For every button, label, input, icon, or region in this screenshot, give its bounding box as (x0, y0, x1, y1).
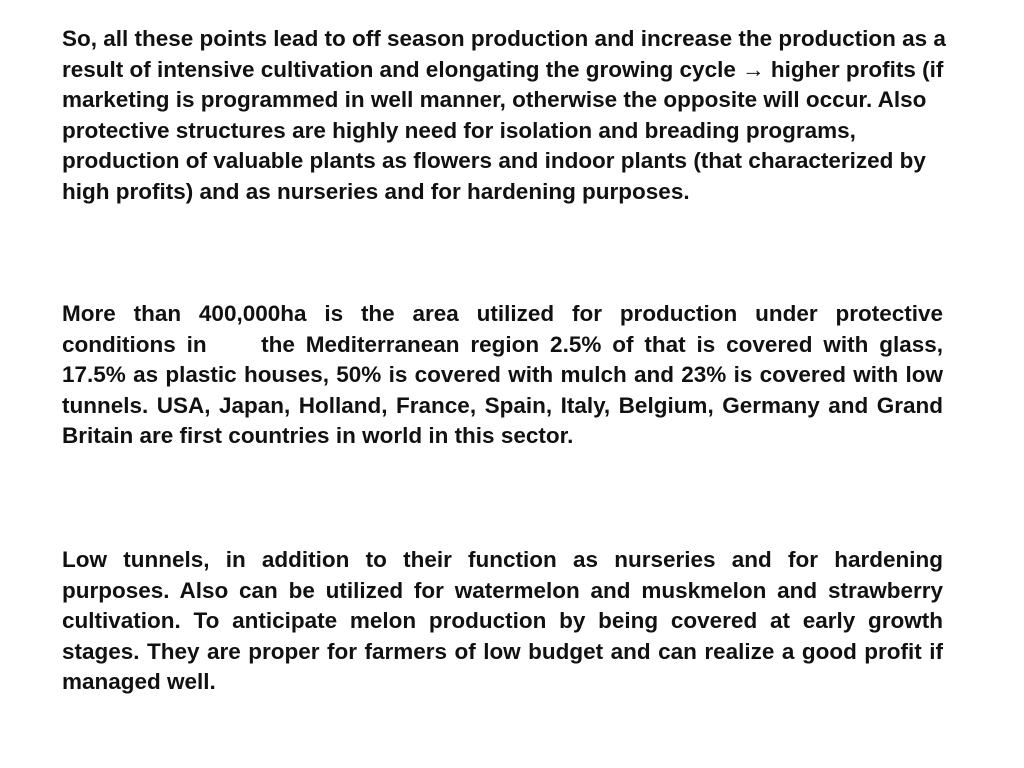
paragraph-protected-area-statistics: More than 400,000ha is the area utilized for production under protective conditions in the Mediterranean region 2.5% of that is covered with glass, 17.5% as plastic houses, 50% is covered with mulch and 23% is covered with low tunnels. USA, Japan, Holland, France, Spain, Italy, Belgium, Germany and Grand Britain are first countries in world in this sector. (62, 301, 943, 449)
paragraph-low-tunnels: Low tunnels, in addition to their function as nurseries and for hardening purposes. Also can be utilized for watermelon and muskmelon and strawberry cultivation. To anticipate melon production by being covered at early growth stages. They are proper for farmers of low budget and can realize a good profit if managed well. (62, 547, 943, 695)
paragraph-off-season-production: So, all these points lead to off season production and increase the production as a result of intensive cultivation and elongating the growing cycle → higher profits (if marketing is programmed in well manner, otherwise the opposite will occur. Also protective structures are highly need for isolation and breading programs, production of valuable plants as flowers and indoor plants (that characterized by high profits) and as nurseries and for hardening purposes. (62, 26, 946, 204)
